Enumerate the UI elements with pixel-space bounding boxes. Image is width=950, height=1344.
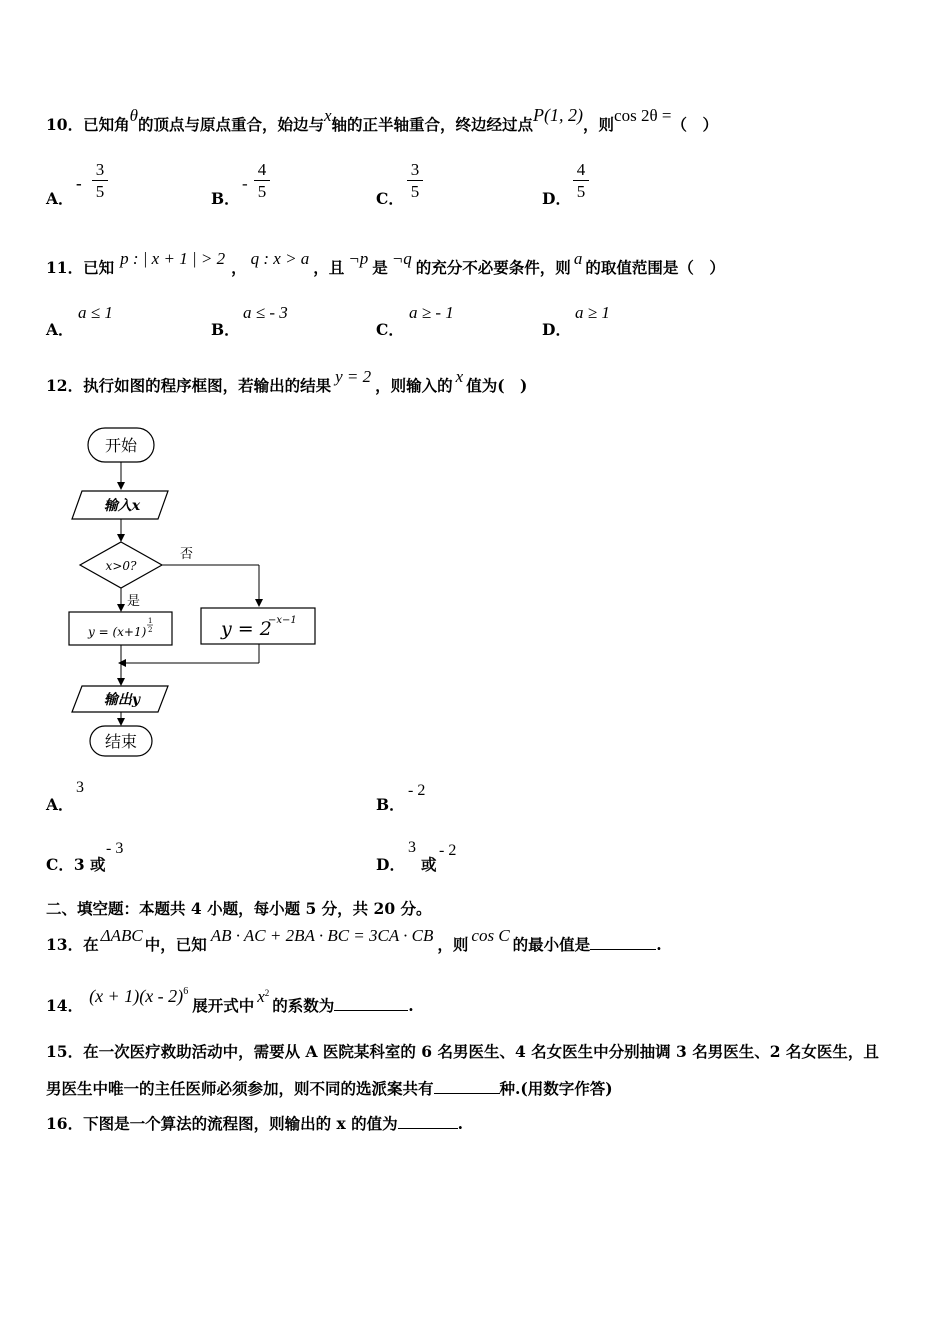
q14-x: x (257, 987, 265, 1006)
q12-d-mid: 或 (421, 855, 437, 874)
q11-d-value: a ≥ 1 (575, 303, 610, 322)
option-label: B． (211, 320, 240, 339)
q14-exp: 6 (183, 986, 189, 997)
q14-answer-blank[interactable] (334, 996, 408, 1011)
flowchart (60, 420, 330, 765)
q14-end: . (408, 996, 414, 1015)
q10-paren: （ ） (671, 115, 718, 134)
q12-c-value: - 3 (106, 840, 124, 857)
question-12 (46, 367, 528, 396)
q12-a-value: 3 (76, 779, 84, 796)
q10-point: P(1, 2) (533, 105, 584, 125)
q16-text: 16．下图是一个算法的流程图，则输出的 x 的值为 (46, 1114, 398, 1133)
q11-p: p : | x + 1 | > 2 (120, 249, 226, 268)
q10-option-a[interactable] (46, 187, 74, 209)
q12-option-a[interactable] (46, 793, 74, 815)
q11-text: 是 (372, 258, 388, 277)
option-label: D． (542, 320, 571, 339)
flow-end-label: 结束 (104, 732, 138, 751)
q12-option-b[interactable] (376, 793, 405, 815)
q13-text: 中，已知 (144, 935, 207, 954)
q10-a-fraction (92, 160, 108, 203)
option-label: A． (46, 795, 74, 814)
flow-input-label: 输入x (103, 498, 141, 514)
flow-output-label: 输出y (103, 692, 141, 708)
option-label: B． (376, 795, 405, 814)
q12-b-value: - 2 (408, 782, 426, 799)
q10-x: x (323, 106, 332, 125)
q15-answer-blank[interactable] (434, 1079, 500, 1094)
flow-left-exp-num: 1 (148, 617, 153, 625)
question-16 (46, 1114, 463, 1134)
q10-a-sign: - (76, 174, 82, 193)
question-14 (46, 986, 414, 1019)
q15-text: 种.(用数字作答) (499, 1079, 613, 1098)
option-label: A． (46, 189, 74, 208)
q10-text: 轴的正半轴重合，终边经过点 (331, 115, 534, 134)
q13-end: . (656, 935, 662, 954)
numerator: 3 (407, 160, 423, 181)
q11-option-a[interactable] (46, 318, 74, 340)
denominator: 5 (410, 182, 420, 201)
q14-number: 14． (46, 996, 84, 1015)
q13-text: ，则 (437, 935, 469, 954)
q10-expr: cos 2θ = (614, 106, 672, 125)
option-label: C． (46, 855, 74, 874)
flow-yes-label: 是 (127, 594, 141, 609)
q10-option-d[interactable] (542, 187, 571, 209)
q11-text: 的取值范围是（ ） (585, 258, 725, 277)
option-text: 3 或 (73, 855, 106, 874)
q10-option-c[interactable] (376, 187, 404, 209)
option-label: B． (211, 189, 240, 208)
q12-x: x (455, 367, 464, 386)
flow-no-label: 否 (180, 547, 194, 562)
question-13 (46, 926, 662, 955)
q11-comma: ， (231, 258, 247, 277)
flow-start-label: 开始 (104, 436, 138, 455)
q13-triangle: ΔABC (100, 926, 143, 945)
q12-y: y = 2 (335, 367, 372, 386)
q11-number: 11． (46, 258, 84, 277)
flow-left-exp-den: 2 (148, 626, 153, 634)
denominator: 5 (95, 182, 105, 201)
flow-right-exp: −x−1 (268, 615, 297, 626)
q11-notq: ¬q (391, 249, 412, 268)
flow-decision-label: x>0? (105, 559, 137, 573)
option-label: C． (376, 189, 404, 208)
q11-option-c[interactable] (376, 318, 404, 340)
q11-text: 的充分不必要条件，则 (415, 258, 571, 277)
question-11 (46, 249, 725, 278)
q12-option-d[interactable] (376, 853, 405, 875)
q14-text: 展开式中 (192, 996, 255, 1015)
q12-d-value: - 2 (439, 842, 457, 859)
q11-option-d[interactable] (542, 318, 571, 340)
q14-text: 的系数为 (272, 996, 335, 1015)
q11-text: 已知 (83, 258, 115, 277)
option-label: A． (46, 320, 74, 339)
denominator: 5 (257, 182, 267, 201)
q10-theta: θ (129, 106, 138, 125)
q13-answer-blank[interactable] (590, 935, 656, 950)
flow-left-formula: y = (x+1) (88, 625, 147, 639)
q12-d-pre: 3 (408, 839, 416, 856)
q14-x-exp: 2 (264, 988, 270, 998)
section-2-heading: 二、填空题：本题共 4 小题，每小题 5 分，共 20 分。 (46, 899, 432, 918)
q13-text: 的最小值是 (512, 935, 591, 954)
q12-text: ，则输入的 (375, 376, 453, 395)
numerator: 3 (92, 160, 108, 181)
q11-notp: ¬p (348, 249, 369, 268)
question-10 (46, 105, 718, 135)
q10-text: 的顶点与原点重合，始边与 (137, 115, 324, 134)
q10-option-b[interactable] (211, 187, 240, 209)
q14-expr: (x + 1)(x - 2) (89, 986, 184, 1006)
q13-cos: cos C (471, 926, 510, 945)
denominator: 5 (576, 182, 586, 201)
option-label: C． (376, 320, 404, 339)
q12-number: 12． (46, 376, 84, 395)
q10-b-sign: - (242, 174, 248, 193)
q13-text: 在 (83, 935, 99, 954)
question-15-line-2 (46, 1079, 613, 1099)
q13-equation: AB · AC + 2BA · BC = 3CA · CB (210, 926, 434, 945)
q15-text: 男医生中唯一的主任医师必须参加，则不同的选派案共有 (46, 1079, 434, 1098)
q11-a-value: a ≤ 1 (78, 303, 113, 322)
q16-end: . (457, 1114, 464, 1133)
q16-answer-blank[interactable] (398, 1114, 458, 1129)
question-15-line-1: 15．在一次医疗救助活动中，需要从 A 医院某科室的 6 名男医生、4 名女医生中分别抽调 3 名男医生、2 名女医生，且 (46, 1042, 879, 1061)
q11-q: q : x > a (250, 249, 310, 268)
q11-a: a (573, 249, 583, 268)
flow-right-formula: y = 2 (221, 618, 272, 640)
q11-b-value: a ≤ - 3 (243, 303, 288, 322)
q10-text: 已知角 (83, 115, 130, 134)
q12-text: 值为( ) (466, 376, 528, 395)
numerator: 4 (254, 160, 270, 181)
q10-text: ，则 (583, 115, 615, 134)
q12-option-c[interactable] (46, 853, 106, 875)
q10-b-fraction (254, 160, 270, 203)
q11-text: ，且 (313, 258, 345, 277)
q11-option-b[interactable] (211, 318, 240, 340)
numerator: 4 (573, 160, 589, 181)
q10-number: 10． (46, 115, 84, 134)
q11-c-value: a ≥ - 1 (409, 303, 454, 322)
q10-d-fraction (573, 160, 589, 203)
q13-number: 13． (46, 935, 84, 954)
q12-text: 执行如图的程序框图，若输出的结果 (83, 376, 332, 395)
option-label: D． (542, 189, 571, 208)
q10-c-fraction (407, 160, 423, 203)
option-label: D． (376, 855, 405, 874)
